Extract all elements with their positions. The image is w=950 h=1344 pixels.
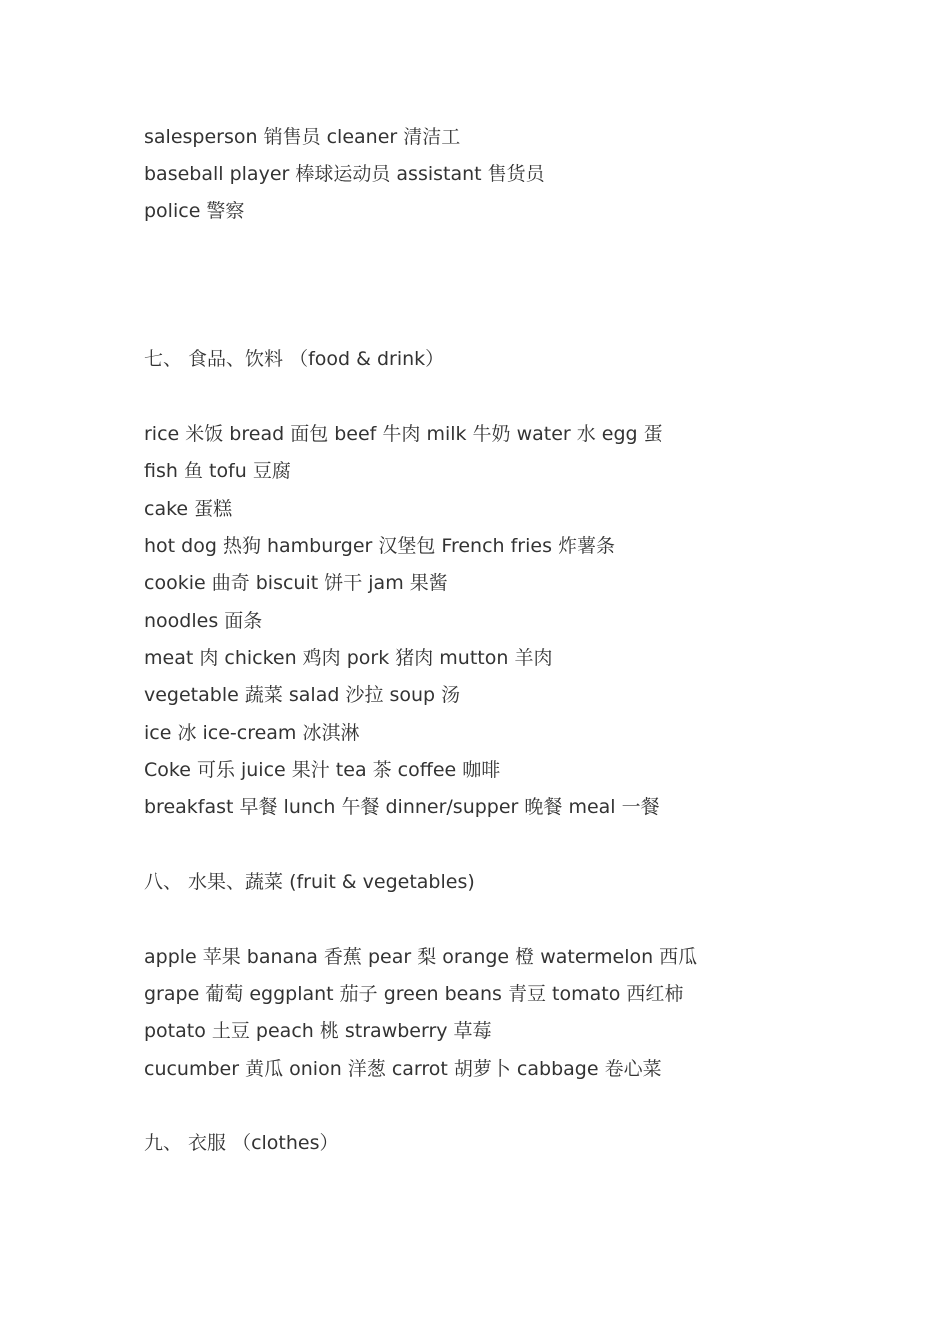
vocab-line: ice 冰 ice-cream 冰淇淋 [144, 722, 360, 744]
vocab-line: Coke 可乐 juice 果汁 tea 茶 coffee 咖啡 [144, 759, 501, 781]
vocab-line: fish 鱼 tofu 豆腐 [144, 460, 291, 482]
vocab-line: vegetable 蔬菜 salad 沙拉 soup 汤 [144, 684, 461, 706]
vocab-line: baseball player 棒球运动员 assistant 售货员 [144, 163, 545, 185]
vocab-line: cucumber 黄瓜 onion 洋葱 carrot 胡萝卜 cabbage 卷心菜 [144, 1058, 662, 1080]
vocab-line: salesperson 销售员 cleaner 清洁工 [144, 126, 461, 148]
vocab-line: police 警察 [144, 200, 245, 222]
vocab-line: rice 米饭 bread 面包 beef 牛肉 milk 牛奶 water 水 egg 蛋 [144, 423, 663, 445]
vocab-line: breakfast 早餐 lunch 午餐 dinner/supper 晚餐 meal 一餐 [144, 796, 660, 818]
section-heading-food-drink: 七、 食品、饮料 （food & drink） [144, 348, 445, 370]
vocab-line: hot dog 热狗 hamburger 汉堡包 French fries 炸薯条 [144, 535, 616, 557]
vocab-line: potato 土豆 peach 桃 strawberry 草莓 [144, 1020, 492, 1042]
vocab-line: apple 苹果 banana 香蕉 pear 梨 orange 橙 watermelon 西瓜 [144, 946, 698, 968]
vocab-line: cookie 曲奇 biscuit 饼干 jam 果酱 [144, 572, 448, 594]
vocab-line: grape 葡萄 eggplant 茄子 green beans 青豆 tomato 西红柿 [144, 983, 684, 1005]
vocab-line: meat 肉 chicken 鸡肉 pork 猪肉 mutton 羊肉 [144, 647, 553, 669]
section-heading-fruit-vegetables: 八、 水果、蔬菜 (fruit & vegetables) [144, 871, 475, 893]
vocab-line: cake 蛋糕 [144, 498, 233, 520]
vocab-line: noodles 面条 [144, 610, 263, 632]
section-heading-clothes: 九、 衣服 （clothes） [144, 1132, 339, 1154]
